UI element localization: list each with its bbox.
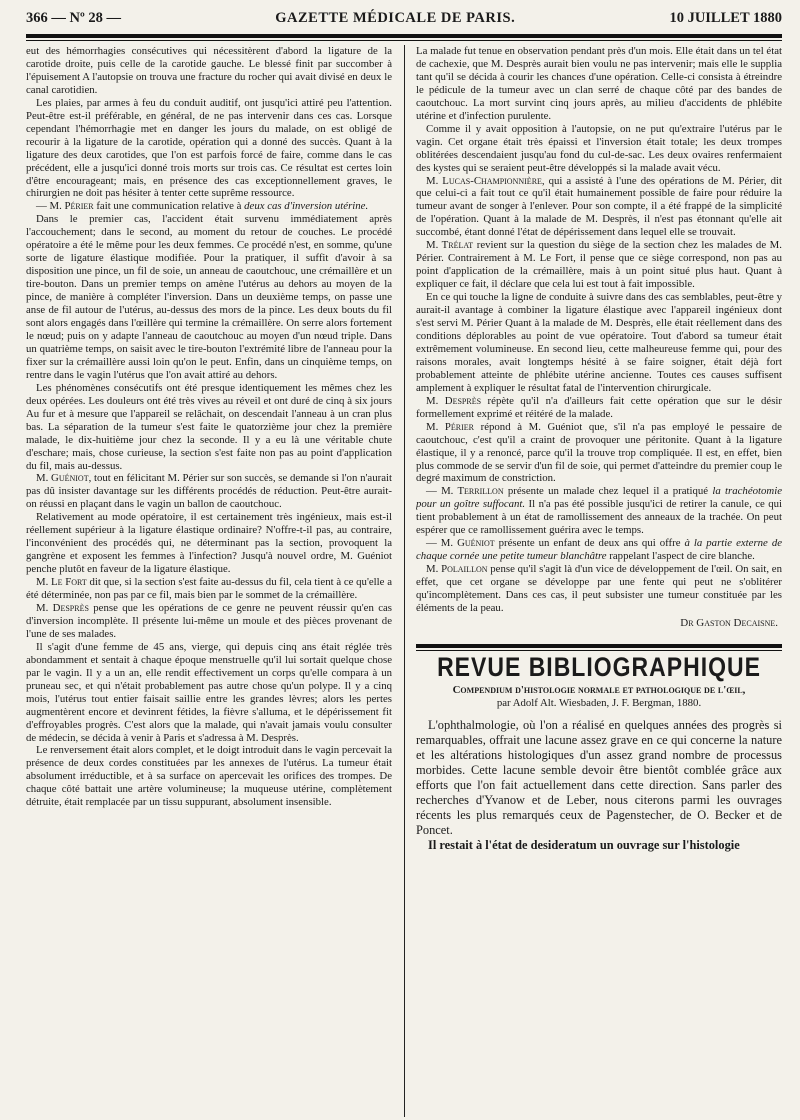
paragraph: L'ophthalmologie, où l'on a réalisé en quelques années des progrès si remarquables, offrait une lacune assez grave en ce qui concerne la nature et les altérations histologiques d'un assez grand nombre de processus morbides. Cette lacune semble devoir être bientôt comblée grâce aux efforts que l'on fait actuellement dans cette direction. Sans parler des recherches d'Yvanow et de Leber, nous citerons parmi les ouvrages récents les plus remarqués ceux de Pagenstecher, de O. Becker et de Poncet.: [416, 717, 782, 837]
column-divider: [404, 45, 405, 1117]
paragraph: [416, 421, 782, 486]
issue-date: 10 JUILLET 1880: [669, 10, 782, 26]
paragraph: eut des hémorrhagies consécutives qui nécessitèrent d'abord la ligature de la carotide droite, puis celle de la carotide gauche. Le blessé finit par succomber à l'épuisement A l'autopsie on trouva une fracture du rocher qui avait divisé en deux le canal carotidien.: [26, 45, 392, 96]
columns: [26, 45, 782, 1120]
paragraph: [26, 472, 392, 511]
review-section: [416, 644, 782, 853]
paragraph: [416, 563, 782, 615]
author-signature: Dr Gaston Decaisne.: [680, 616, 778, 629]
review-body: [416, 718, 782, 853]
paragraph-text: dit que, si la section s'est faite au-dessus du fil, cela tient à ce qu'elle a été déterminée, non pas par ce fil, mais bien par le sommet de la crémaillère.: [26, 576, 392, 602]
paragraph: Relativement au mode opératoire, il est certainement très ingénieux, mais est-il réellement supérieur à la ligature élastique ordinaire? N'offre-t-il pas, au contraire, l'inconvénient des procédés qui, ne déterminant pas la section, provoquent la gangrène et exposent les femmes à l'infection? Jusqu'à nouvel ordre, M. Guéniot penche plutôt en faveur de la ligature élastique.: [26, 511, 392, 576]
paragraph-text: présente un malade chez lequel il a pratiqué: [503, 485, 713, 498]
paragraph-text: revient sur la question du siège de la section chez les malades de M. Périer. Contrairement à M. Le Fort, il pense que ce siège correspond, non pas au point d'application de la crémaillère, mais à un point situé plus haut. Quant à expliquer ce fait, il déclare que cela lui est tout à fait impossible.: [416, 239, 782, 291]
header-rule-thick: [26, 34, 782, 38]
paragraph: Il restait à l'état de desideratum un ouvrage sur l'histologie: [428, 837, 740, 852]
paragraph-text: présente un enfant de deux ans qui offre: [494, 537, 685, 550]
review-title: REVUE BIBLIOGRAPHIQUE: [437, 651, 761, 682]
left-column: [26, 45, 392, 1120]
speaker-name: M. Desprès: [36, 601, 89, 614]
speaker-name: — M. Terrillon: [426, 485, 504, 498]
review-inner: [416, 650, 782, 853]
paragraph: Comme il y avait opposition à l'autopsie, on ne put qu'extraire l'utérus par le vagin. Cet organe était très épaissi et l'inversion était totale; les deux trompes oblitérées descendaient jusqu'au fond du cul-de-sac. Les deux ovaires renfermaient des kystes qui se seraient peut-être développés si la malade avait vécu.: [416, 122, 782, 174]
paragraph: [26, 602, 392, 641]
paragraph-text: , tout en félicitant M. Périer sur son succès, se demande si l'on n'aurait pas dû insister davantage sur les différents procédés de réduction. Peut-être aurait-on réussi en plaçant dans le vagin un ballon de caoutchouc.: [26, 472, 392, 511]
paragraph: La malade fut tenue en observation pendant près d'un mois. Elle était dans un tel état de cachexie, que M. Desprès aurait bien voulu ne pas intervenir; mais elle le supplia tant qu'il se décida à courir les chances d'une opération. Celle-ci consista à étreindre le pédicule de la tumeur avec un clan serré de chaque côté par des bandes de caoutchouc. La mort survint cinq jours après, au milieu d'accidents de phlébite utérine et d'infection purulente.: [416, 45, 782, 122]
page-number: 366 — Nº 28 —: [26, 10, 122, 26]
speaker-name: M. Guéniot: [36, 472, 89, 485]
topic-title: la trachéotomie pour un goître suffocant.: [416, 485, 782, 511]
paragraph: Les phénomènes consécutifs ont été presque identiquement les mêmes chez les deux opérées. Les douleurs ont été très vives au réveil et ont duré de cinq à six jours Au fur et à mesure que l'appareil se relâchait, on descendait l'anneau à un cran plus bas. La séparation de la tumeur s'est faite le quatorzième jour chez la première malade, le dix-huitième jour chez la seconde. Il y a eu là une véritable chute d'eschare; mais, chose curieuse, la section s'est faite non pas au point d'application du fil, mais au-dessus.: [26, 381, 392, 472]
paragraph-text: pense que les opérations de ce genre ne peuvent réussir qu'en cas d'inversion incomplète. Il présente lui-même un moule et des pièces provenant de l'une de ses malades.: [26, 601, 392, 640]
paragraph: [416, 239, 782, 291]
paragraph-text: Il n'a pas été possible jusqu'ici de retirer la canule, ce qui tient probablement à un état de ramollissement des anneaux de la trachée. On peut espérer que ce ramollissement guérira avec le temps.: [416, 498, 782, 537]
book-title: Compendium d'histologie normale et pathologique de l'œil,: [452, 683, 746, 696]
speaker-name: M. Le Fort: [36, 576, 87, 589]
paragraph: Les plaies, par armes à feu du conduit auditif, ont jusqu'ici attiré peu l'attention. Peut-être est-il préférable, en général, de ne pas intervenir dans ces cas. Lorsque cependant l'hémorrhagie met en danger les jours du malade, on est obligé de recourir à la ligature de la carotide, opération qui a donné des succès. Quant à la ligature des deux carotides, que l'on est parfois forcé de faire, comme dans le cas précédent, elle a jusqu'ici donné trois morts sur trois cas. Ce résultat est certes loin d'être encourageant; mais, en présence des cas exceptionnellement graves, le chirurgien ne doit pas hésiter à tenter cette suprême ressource.: [26, 96, 392, 200]
paragraph: Dans le premier cas, l'accident était survenu immédiatement après l'accouchement; dans le second, au moment du retour de couches. Le procédé opératoire a été le même pour les deux femmes. Ce procédé n'est, en somme, qu'une sorte de ligature élastique modifiée. Pour la pratiquer, il suffit d'avoir à sa disposition une pince, un fil de soie, un anneau de caoutchouc, une crémaillère et un tire-bouton. Dans un premier temps on amène l'utérus au dehors au moyen de la pince, de manière à compléter l'inversion. Dans un deuxième temps, on passe une anse de fil autour de l'utérus, au-dessus des mors de la pince. Les deux bouts du fil sont alors engagés dans l'œillère qui termine la crémaillère. On serre alors fortement le nœud; puis on y adapte l'anneau de caoutchouc au moyen d'un nœud triple. Dans un quatrième temps, on saisit avec le tire-bouton l'extrémité libre de l'anneau pour la fixer sur la crémaillère aussi loin qu'on le peut. Enfin, dans un cinquième temps, on rentre dans le vagin l'utérus que l'on avait attiré au dehors.: [26, 213, 392, 381]
speaker-name: M. Périer: [426, 420, 475, 433]
book-author: par Adolf Alt. Wiesbaden, J. F. Bergman, 1880.: [496, 696, 702, 709]
paragraph-text: répète qu'il n'a d'ailleurs fait cette opération que sur le désir formellement exprimé et réitéré de la malade.: [416, 394, 782, 420]
paragraph: [416, 395, 782, 421]
paragraph: [416, 485, 782, 537]
paragraph-text: fait une communication relative à: [93, 200, 245, 213]
review-subtitle: [416, 684, 782, 710]
paragraph-text: rappelant l'aspect de cire blanche.: [606, 550, 755, 563]
paragraph: Le renversement était alors complet, et le doigt introduit dans le vagin percevait la présence de deux cordes constituées par les annexes de l'utérus. La tumeur était absolument irréductible, et à sa surface on apercevait les orifices des trompes. De chaque côté battait une artère volumineuse; la muqueuse utérine, complètement détruite, était remplacée par un tissu suppurant, absolument insensible.: [26, 744, 392, 809]
page-header: [26, 10, 782, 32]
speaker-name: M. Trélat: [426, 239, 474, 252]
right-column: [416, 45, 782, 1120]
speaker-name: M. Desprès: [426, 394, 482, 407]
paragraph: [416, 537, 782, 563]
speaker-name: M. Périer: [49, 200, 94, 213]
paragraph-text: , qui a assisté à l'une des opérations de M. Périer, dit que celui-ci a fait tout ce qu'il était humainement possible de faire pour réduire la tumeur avant de songer à l'enlever. Pour son compte, il a été frappé de la simplicité de l'opération. Quant à la malade de M. Desprès, il n'est pas étonnant qu'elle ait succombé, étant donné l'état de dépérissement dans lequel elle se trouvait.: [416, 174, 782, 239]
speaker-name: M. Polaillon: [426, 563, 488, 576]
topic-title: deux cas d'inversion utérine.: [244, 200, 369, 213]
header-rule-thin: [26, 40, 782, 41]
paragraph: Il s'agit d'une femme de 45 ans, vierge, qui depuis cinq ans était réglée très abondamment et sentait à chaque époque menstruelle qu'il lui sortait quelque chose par le vagin. Il y a un an, elle rendit effectivement un corps qu'elle compara à un pruneau sec, et qui n'était probablement pas autre chose qu'un polype. Il y a cinq mois, l'utérus tout entier faisait saillie entre les grandes lèvres; alors les pertes augmentèrent encore et devinrent fétides, la fièvre s'alluma, et le dépérissement fit d'effroyables progrès. C'est alors que la malade, qui n'avait jamais voulu consulter de médecin, se décida à venir à Paris et s'adressa à M. Desprès.: [26, 640, 392, 744]
speaker-name: M. Lucas-Championnière: [426, 174, 542, 187]
journal-title: GAZETTE MÉDICALE DE PARIS.: [275, 10, 516, 26]
paragraph-text: pense qu'il s'agit là d'un vice de développement de l'œil. On sait, en effet, que cet organe se développe par une fente qui peut ne s'oblitérer qu'incomplètement. Dans ces cas, il peut subsister une tumeur constituée par les éléments de la peau.: [416, 563, 782, 614]
topic-title: à la partie externe de chaque cornée une petite tumeur blanchâtre: [416, 537, 782, 563]
paragraph: [26, 576, 392, 602]
paragraph: — M. Périer fait une communication relative à deux cas d'inversion utérine.: [36, 200, 369, 213]
paragraph-text: répond à M. Guéniot que, s'il n'a pas employé le pessaire de caoutchouc, c'est qu'il a craint de provoquer une péritonite. Quant à la ligature élastique, il y a renoncé, parce qu'il la trouve trop compliquée. Il est, en effet, bien plus commode de se servir d'un fil de soie, qui permet d'atteindre du premier coup le degré maximum de constriction.: [416, 420, 782, 485]
paragraph: En ce qui touche la ligne de conduite à suivre dans des cas semblables, peut-être y aurait-il avantage à combiner la ligature élastique avec l'appareil ingénieux dont s'est servi M. Périer Quant à la malade de M. Desprès, elle était réellement dans des conditions déplorables au point de vue opératoire. Tout d'abord sa tumeur était extrêmement volumineuse. En second lieu, cette malheureuse femme qui, pour des raisons morales, avait longtemps hésité à se faire soigner, était déjà fort probablement atteinte de phlébite utérine ancienne. Toutes ces causes suffisent amplement à expliquer le résultat fatal de l'intervention chirurgicale.: [416, 291, 782, 394]
speaker-name: — M. Guéniot: [426, 537, 495, 550]
paragraph: [416, 175, 782, 240]
